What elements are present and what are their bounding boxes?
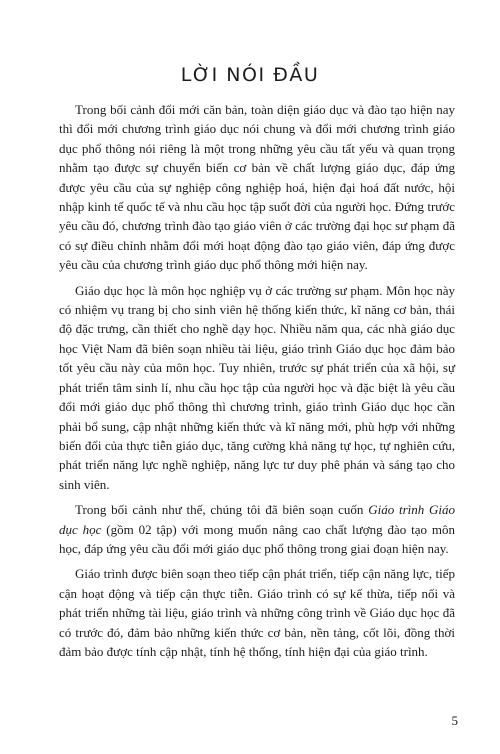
page-title: LỜI NÓI ĐẦU [180, 64, 320, 86]
paragraph-text: Trong bối cảnh như thế, chúng tôi đã biên soạn cuốn [75, 502, 369, 518]
book-title-italic: Giáo trình Giáo dục học [59, 502, 455, 537]
paragraph [59, 564, 455, 661]
preface-body [59, 100, 455, 667]
paragraph-text: (gồm 02 tập) với mong muốn nâng cao chất lượng đào tạo môn học, đáp ứng yêu cầu đổi mới giáo dục phổ thông trong giai đoạn hiện nay. [59, 521, 455, 556]
paragraph [59, 500, 455, 558]
page-number: 5 [451, 713, 458, 728]
paragraph [59, 100, 455, 275]
paragraph-text: Trong bối cảnh đổi mới căn bản, toàn diện giáo dục và đào tạo hiện nay thì đổi mới chương trình giáo dục nói chung và đổi mới chương trình giáo dục phổ thông nói riêng là một trong những yêu cầu tất yếu và quan trọng nhằm tạo được sự chuyển biến cơ bản về chất lượng giáo dục, đáp ứng được yêu cầu của sự nghiệp công nghiệp hoá, hiện đại hoá đất nước, hội nhập kinh tế quốc tế và nhu cầu học tập suốt đời của người học. Đứng trước yêu cầu đó, chương trình đào tạo giáo viên ở các trường đại học sư phạm đã có sự điều chỉnh nhằm đổi mới hoạt động đào tạo giáo viên, đáp ứng được yêu cầu của chương trình giáo dục phổ thông mới hiện nay. [59, 102, 455, 273]
paragraph [59, 281, 455, 494]
paragraph-text: Giáo trình được biên soạn theo tiếp cận phát triển, tiếp cận năng lực, tiếp cận hoạt động và tiếp cận thực tiễn. Giáo trình có sự kế thừa, tiếp nối và phát triển những tài liệu, giáo trình và những công trình về Giáo dục học đã có trước đó, đảm bảo những kiến thức cơ bản, nền tảng, cốt lõi, đồng thời đảm bảo được tính cập nhật, tính hệ thống, tính hiện đại của giáo trình. [59, 566, 455, 659]
paragraph-text: Giáo dục học là môn học nghiệp vụ ở các trường sư phạm. Môn học này có nhiệm vụ trang bị cho sinh viên hệ thống kiến thức, kĩ năng cơ bản, thái độ đặc trưng, cần thiết cho nghề dạy học. Nhiều năm qua, các nhà giáo dục học Việt Nam đã biên soạn nhiều tài liệu, giáo trình Giáo dục học đảm bảo tốt yêu cầu này của môn học. Tuy nhiên, trước sự phát triển của xã hội, sự phát triển tâm sinh lí, nhu cầu học tập của người học và đặc biệt là yêu cầu đổi mới giáo dục phổ thông thì chương trình, giáo trình Giáo dục học cần phải bổ sung, cập nhật những kiến thức và kĩ năng mới, phù hợp với những biến đổi của thực tiễn giáo dục, tăng cường khả năng tự học, tự nghiên cứu, phát triển năng lực nghề nghiệp, năng lực tư duy phê phán và sáng tạo cho sinh viên. [59, 282, 455, 492]
